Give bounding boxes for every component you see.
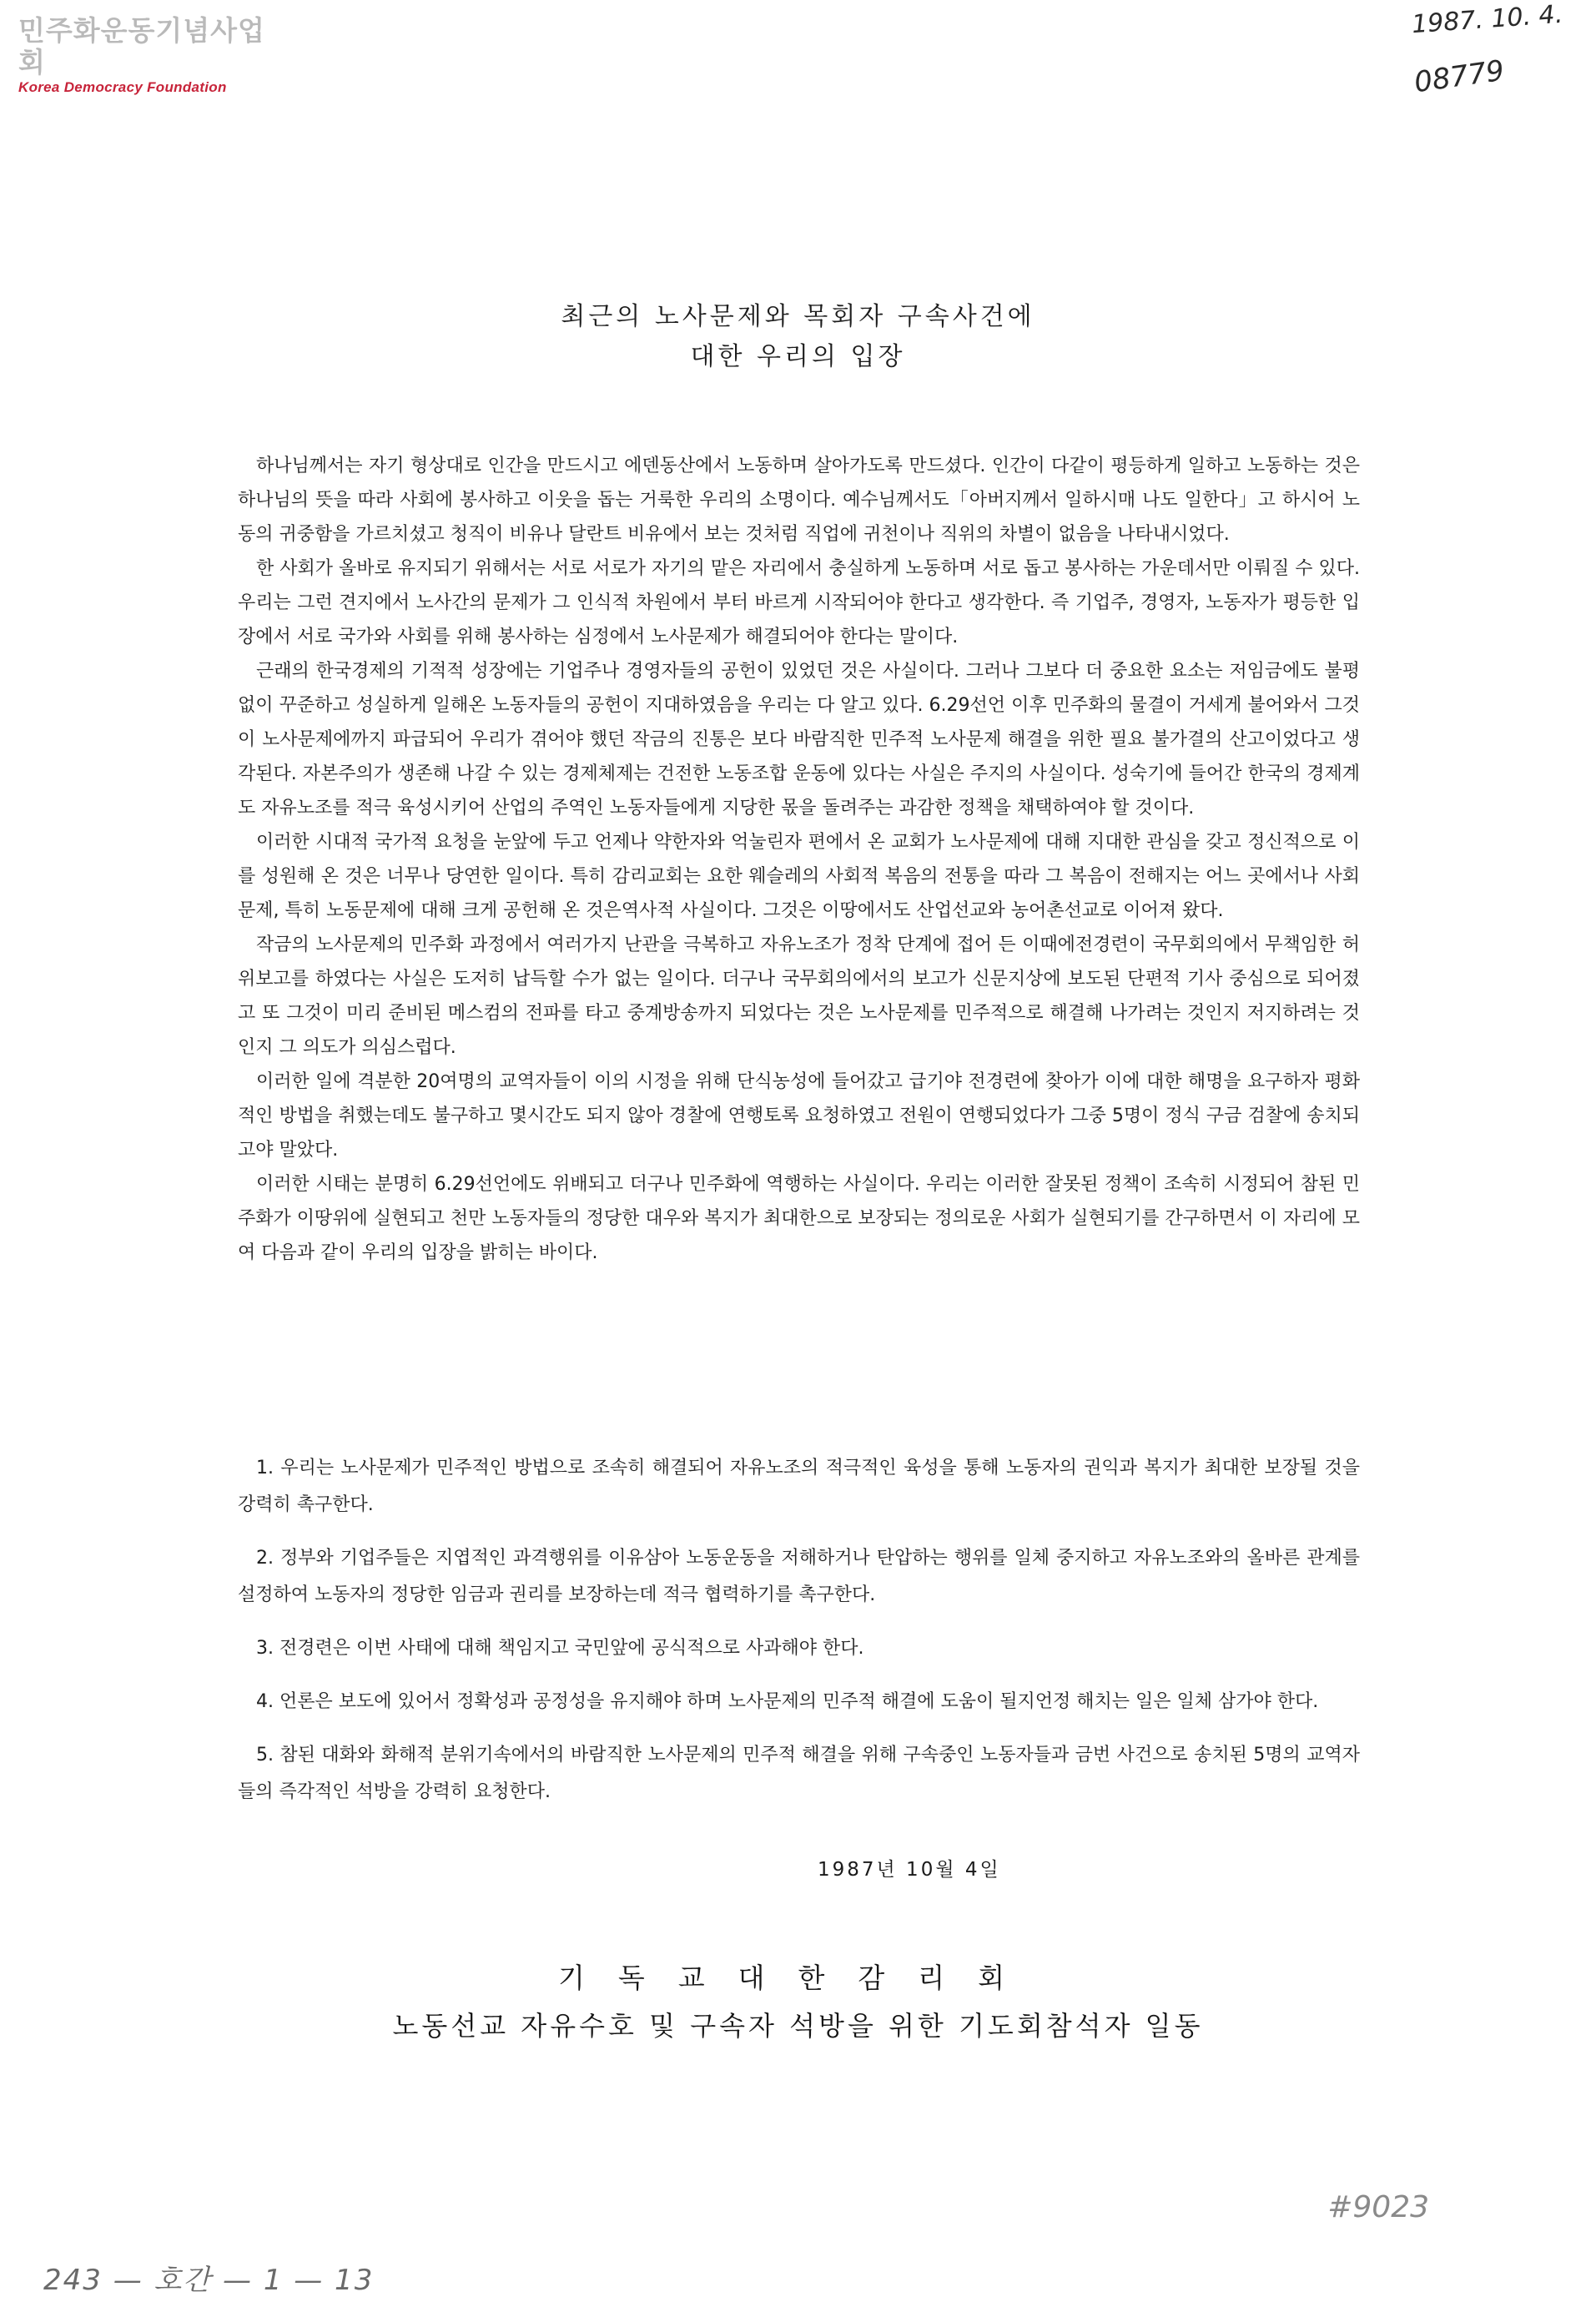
signature-block bbox=[0, 1954, 1596, 2049]
demand-item-2: 2. 정부와 기업주들은 지엽적인 과격행위를 이유삼아 노동운동을 저해하거나 탄압하는 행위를 일체 중지하고 자유노조와의 올바른 관계를 설정하여 노동자의 정당한 임금과 권리를 보장하는데 적극 협력하기를 촉구한다. bbox=[238, 1548, 1360, 1605]
body-paragraph-1: 하나님께서는 자기 형상대로 인간을 만드시고 에덴동산에서 노동하며 살아가도록 만드셨다. 인간이 다같이 평등하게 일하고 노동하는 것은 하나님의 뜻을 따라 사회에 봉사하고 이웃을 돕는 거룩한 우리의 소명이다. 예수님께서도「아버지께서 일하시매 나도 일한다」고 하시어 노동의 귀중함을 가르치셨고 청직이 비유나 달란트 비유에서 보는 것처럼 직업에 귀천이나 직위의 차별이 없음을 나타내시었다. bbox=[238, 456, 1360, 545]
body-paragraph-3: 근래의 한국경제의 기적적 성장에는 기업주나 경영자들의 공헌이 있었던 것은 사실이다. 그러나 그보다 더 중요한 요소는 저임금에도 불평없이 꾸준하고 성실하게 일해온 노동자들의 공헌이 지대하였음을 우리는 다 알고 있다. 6.29선언 이후 민주화의 물결이 거세게 불어와서 그것이 노사문제에까지 파급되어 우리가 겪어야 했던 작금의 진통은 보다 바람직한 민주적 노사문제 해결을 위한 필요 불가결의 산고이었다고 생각된다. 자본주의가 생존해 나갈 수 있는 경제체제는 건전한 노동조합 운동에 있다는 사실은 주지의 사실이다. 성숙기에 들어간 한국의 경제계도 자유노조를 적극 육성시키어 산업의 주역인 노동자들에게 지당한 몫을 돌려주는 과감한 정책을 채택하여야 할 것이다. bbox=[238, 661, 1360, 819]
body-paragraph-4: 이러한 시대적 국가적 요청을 눈앞에 두고 언제나 약한자와 억눌린자 편에서 온 교회가 노사문제에 대해 지대한 관심을 갖고 정신적으로 이를 성원해 온 것은 너무나 당연한 일이다. 특히 감리교회는 요한 웨슬레의 사회적 복음의 전통을 따라 그 복음이 전해지는 어느 곳에서나 사회문제, 특히 노동문제에 대해 크게 공헌해 온 것은역사적 사실이다. 그것은 이땅에서도 산업선교와 농어촌선교로 이어져 왔다. bbox=[238, 832, 1360, 921]
signature-group: 노동선교 자유수호 및 구속자 석방을 위한 기도회참석자 일동 bbox=[392, 2010, 1204, 2042]
body-paragraph-5: 작금의 노사문제의 민주화 과정에서 여러가지 난관을 극복하고 자유노조가 정착 단계에 접어 든 이때에전경련이 국무회의에서 무책임한 허위보고를 하였다는 사실은 도저히 납득할 수가 없는 일이다. 더구나 국무회의에서의 보고가 신문지상에 보도된 단편적 기사 중심으로 되어졌고 또 그것이 미리 준비된 메스컴의 전파를 타고 중계방송까지 되었다는 것은 노사문제를 민주적으로 해결해 나가려는 것인지 저지하려는 것인지 그 의도가 의심스럽다. bbox=[238, 934, 1360, 1058]
logo-korean-text: 민주화운동기념사업회 bbox=[18, 14, 265, 78]
foundation-logo bbox=[18, 15, 269, 97]
document-date: 1987년 10월 4일 bbox=[818, 1859, 1001, 1881]
title-line-1: 최근의 노사문제와 목회자 구속사건에 bbox=[561, 302, 1035, 331]
body-paragraph-6: 이러한 일에 격분한 20여명의 교역자들이 이의 시정을 위해 단식농성에 들어갔고 급기야 전경련에 찾아가 이에 대한 해명을 요구하자 평화적인 방법을 취했는데도 불구하고 몇시간도 되지 않아 경찰에 연행토록 요청하였고 전원이 연행되었다가 그중 5명이 정식 구금 검찰에 송치되고야 말았다. bbox=[238, 1071, 1360, 1161]
demand-item-4: 4. 언론은 보도에 있어서 정확성과 공정성을 유지해야 하며 노사문제의 민주적 해결에 도움이 될지언정 해치는 일은 일체 삼가야 한다. bbox=[256, 1691, 1319, 1712]
demand-item-1: 1. 우리는 노사문제가 민주적인 방법으로 조속히 해결되어 자유노조의 적극적인 육성을 통해 노동자의 권익과 복지가 최대한 보장될 것을 강력히 촉구한다. bbox=[238, 1458, 1360, 1515]
demand-item-5: 5. 참된 대화와 화해적 분위기속에서의 바람직한 노사문제의 민주적 해결을 위해 구속중인 노동자들과 금번 사건으로 송치된 5명의 교역자들의 즉각적인 석방을 강력히 요청한다. bbox=[238, 1745, 1360, 1802]
handwritten-number: 08779 bbox=[1412, 53, 1507, 100]
demands-list bbox=[238, 1450, 1360, 1827]
logo-english-text: Korea Democracy Foundation bbox=[18, 79, 227, 95]
handwritten-date: 1987. 10. 4. bbox=[1410, 0, 1563, 40]
body-paragraph-2: 한 사회가 올바로 유지되기 위해서는 서로 서로가 자기의 맡은 자리에서 충실하게 노동하며 서로 돕고 봉사하는 가운데서만 이뤄질 수 있다. 우리는 그런 견지에서 노사간의 문제가 그 인식적 차원에서 부터 바르게 시작되어야 한다고 생각한다. 즉 기업주, 경영자, 노동자가 평등한 입장에서 서로 국가와 사회를 위해 봉사하는 심정에서 노사문제가 해결되어야 한다는 말이다. bbox=[238, 558, 1360, 647]
body-paragraph-7: 이러한 시태는 분명히 6.29선언에도 위배되고 더구나 민주화에 역행하는 사실이다. 우리는 이러한 잘못된 정책이 조속히 시정되어 참된 민주화가 이땅위에 실현되고 천만 노동자들의 정당한 대우와 복지가 최대한으로 보장되는 정의로운 사회가 실현되기를 간구하면서 이 자리에 모여 다음과 같이 우리의 입장을 밝히는 바이다. bbox=[238, 1174, 1360, 1263]
demand-item-3: 3. 전경련은 이번 사태에 대해 책임지고 국민앞에 공식적으로 사과해야 한다. bbox=[256, 1638, 864, 1659]
document-title bbox=[0, 297, 1596, 377]
handwritten-bottom-left: 243 — 호간 — 1 — 13 bbox=[43, 2264, 375, 2297]
signature-organization: 기독교대한감리회 bbox=[557, 1962, 1039, 1994]
title-line-2: 대한 우리의 입장 bbox=[690, 342, 906, 371]
document-body bbox=[238, 449, 1360, 1270]
handwritten-bottom-right: #9023 bbox=[1327, 2190, 1429, 2224]
